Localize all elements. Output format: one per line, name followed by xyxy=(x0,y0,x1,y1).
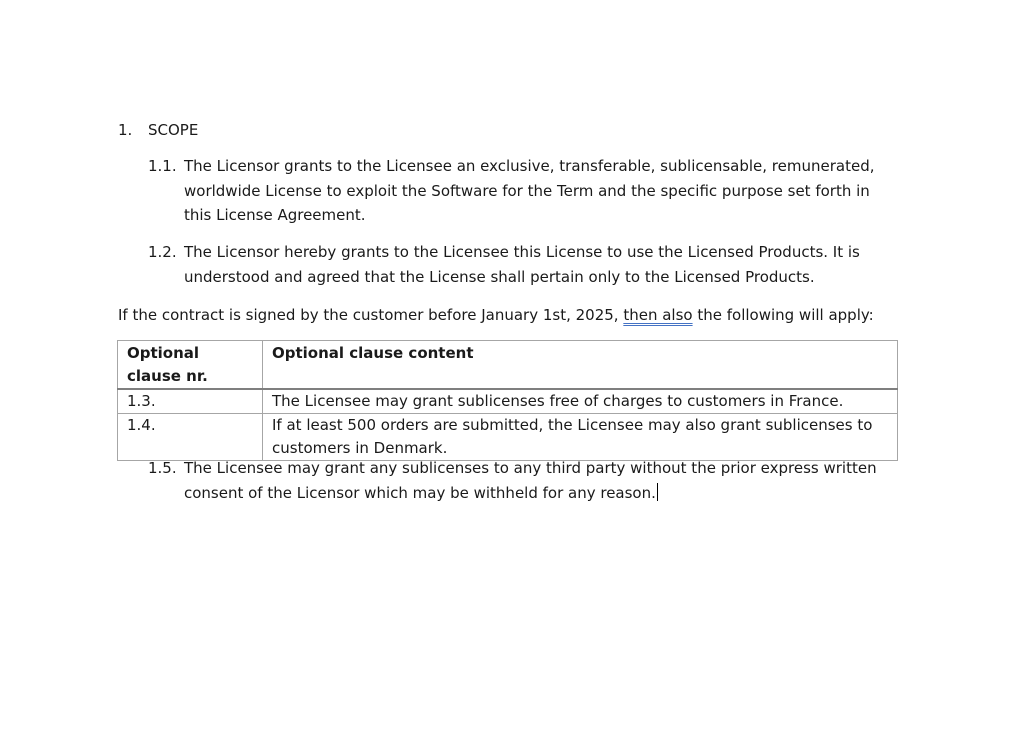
section-number: 1. xyxy=(118,121,133,139)
clause-number: 1.2. xyxy=(148,243,177,261)
cell-clause-number: 1.4. xyxy=(118,414,263,461)
table-row xyxy=(118,414,898,461)
table-header-row xyxy=(118,341,898,390)
cell-clause-content: If at least 500 orders are submitted, the Licensee may also grant sublicenses to customers in Denmark. xyxy=(263,414,898,461)
header-clause-number: Optional clause nr. xyxy=(118,341,263,390)
final-clause-text: The Licensee may grant any sublicenses to any third party without the prior express written consent of the Licensor which may be withheld for any reason. xyxy=(184,459,877,502)
conditional-intro xyxy=(118,303,874,327)
clause-1-1 xyxy=(148,154,888,228)
header-clause-content: Optional clause content xyxy=(263,341,898,390)
clause-number: 1.5. xyxy=(148,459,177,477)
clause-number: 1.1. xyxy=(148,157,177,175)
table-row xyxy=(118,389,898,414)
clause-1-5 xyxy=(148,456,888,505)
cell-clause-number: 1.3. xyxy=(118,389,263,414)
clause-text xyxy=(184,456,888,505)
text-cursor xyxy=(657,483,658,501)
section-title: SCOPE xyxy=(148,121,199,139)
optional-clauses-table xyxy=(117,340,898,461)
intro-text-before: If the contract is signed by the customer before January 1st, 2025, xyxy=(118,306,624,324)
clause-text: The Licensor grants to the Licensee an exclusive, transferable, sublicensable, remunerated, worldwide License to exploit the Software for the Term and the specific purpose set forth in this License Agreement. xyxy=(184,157,875,224)
section-heading xyxy=(118,120,198,140)
clause-1-2 xyxy=(148,240,888,289)
grammar-flagged-text[interactable]: then also xyxy=(623,306,693,324)
cell-clause-content: The Licensee may grant sublicenses free of charges to customers in France. xyxy=(263,389,898,414)
intro-text-after: the following will apply: xyxy=(692,306,874,324)
clause-text: The Licensor hereby grants to the Licensee this License to use the Licensed Products. It is understood and agreed that the License shall pertain only to the Licensed Products. xyxy=(184,243,860,286)
